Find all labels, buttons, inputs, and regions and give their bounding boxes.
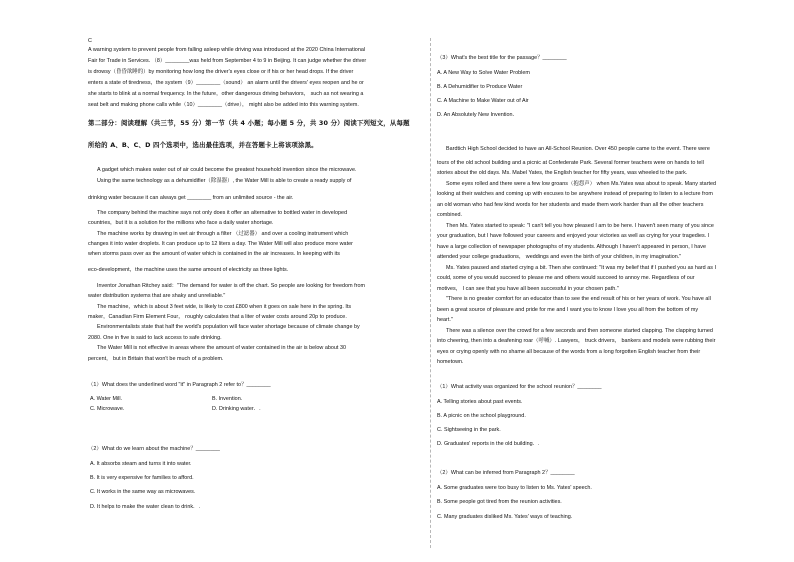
- passage-line: have a large collection of newspaper photographs of my students. Although I haven't appeared in person, I have: [437, 244, 707, 250]
- question-stem: （1）What does the underlined word "it" in Paragraph 2 refer to？________: [88, 382, 271, 388]
- passage-line: your graduation, but I have followed your careers and enjoyed your victories as well as crying for your tragedies. I: [437, 233, 710, 239]
- question-option: D. Drinking water．.: [212, 406, 261, 412]
- passage-line: changes it into water droplets. It can produce up to 12 liters a day. The Water Mill will also produce more water: [88, 241, 353, 247]
- passage-line: Inventor Jonathan Ritchey said："The demand for water is off the chart. So people are looking for freedom from: [97, 283, 365, 289]
- passage-c-line: seat belt and making phone calls while（10）________（drive）， might also be added into this warning system.: [88, 102, 359, 108]
- question-option: A. A New Way to Solve Water Problem: [437, 70, 530, 76]
- question-option: C. Many graduates disliked Ms. Yates' ways of teaching.: [437, 514, 573, 520]
- passage-line: Some eyes rolled and there were a few low groans（抱怨声） when Ms.Yates was about to speak. Many started: [446, 181, 717, 187]
- question-option: C. Microwave.: [90, 406, 125, 412]
- question-option: D. It helps to make the water clean to drink．.: [90, 504, 200, 510]
- question-option: D. An Absolutely New Invention．: [437, 112, 518, 118]
- question-stem: （2）What can be inferred from Paragraph 2？________: [437, 470, 575, 476]
- passage-c-line: A warning system to prevent people from falling asleep while driving was introduced at the 2020 China International: [88, 47, 366, 53]
- passage-line: eyes or crying openly with no shame all because of the words from a long forgotten English teacher from their: [437, 349, 701, 355]
- passage-line: water distribution systems that are shaky and unreliable.": [88, 293, 226, 299]
- passage-c-line: Fair for Trade in Services．（8）________was held from September 4 to 9 in Beijing. It can judge whether the driver: [88, 58, 367, 64]
- passage-line: when storms pass over as the amount of water which is contained in the air increases. In keeping with its: [88, 251, 340, 257]
- passage-line: Environmentalists state that half the world's population will face water shortage because of climate change by: [97, 324, 360, 330]
- question-stem: （1）What activity was organized for the school reunion？________: [437, 384, 602, 390]
- passage-line: The Water Mill is not effective in areas where the amount of water contained in the air is below about 30: [97, 345, 347, 351]
- passage-line: Then Ms. Yates started to speak: "I can't tell you how pleased I am to be here. I haven't seen many of you since: [446, 223, 714, 229]
- passage-line: eco-development，the machine uses the same amount of electricity as three lights.: [88, 267, 289, 273]
- question-option: C. Sightseeing in the park.: [437, 427, 501, 433]
- passage-line: 2080. One in five is said to lack access to safe drinking.: [88, 335, 222, 341]
- section-heading: 第二部分：阅读理解（共三节，55 分）第一节（共 4 小题；每小题 5 分，共 30 分）阅读下列短文，从每题: [88, 119, 410, 127]
- passage-c-line: enters a state of tiredness，the system（9）________（sound） an alarm until the drivers' eyes reopen and he or: [88, 80, 364, 86]
- passage-line: attended your college graduations， weddings and even the birth of your children, in my imagination.": [437, 254, 682, 260]
- passage-line: tours of the old school building and a picnic at Confederate Park. Several former teachers were on hands to tell: [437, 160, 704, 166]
- passage-line: Using the same technology as a dehumidifier（除湿器）, the Water Mill is able to create a ready supply of: [97, 178, 352, 184]
- question-option: C. A Machine to Make Water out of Air: [437, 98, 529, 104]
- column-divider: [430, 38, 431, 548]
- question-option: A. It absorbs steam and turns it into water.: [90, 461, 192, 467]
- question-option: A. Telling stories about past events.: [437, 399, 523, 405]
- passage-line: into cheering, then into a deafening roar（呼喊）. Lawyers， truck drivers， bankers and models were rubbing their: [437, 338, 716, 344]
- question-option: B. Some people got tired from the reunion activities.: [437, 499, 562, 505]
- question-option: D. Graduates' reports in the old building．.: [437, 441, 540, 447]
- question-option: B. A picnic on the school playground.: [437, 413, 526, 419]
- passage-line: been a great source of pleasure and pride for me and I want you to know I love you all from the bottom of my: [437, 307, 699, 313]
- passage-line: hometown.: [437, 359, 464, 365]
- passage-line: drinking water because it can always get ________ from an unlimited source - the air.: [88, 195, 294, 201]
- passage-c-letter: C: [88, 38, 92, 44]
- section-heading: 所给的 A、B、C、D 四个选项中，选出最佳选项，并在答题卡上将该项涂黑。: [88, 141, 318, 149]
- passage-line: There was a silence over the crowd for a few seconds and then someone started clapping. The clapping turned: [446, 328, 713, 334]
- passage-line: countries，but it is a solution for the millions who face a daily water shortage.: [88, 220, 274, 226]
- passage-c-line: she starts to blink at a normal frequency. In the future，other dangerous driving behaviors， such as not wearing a: [88, 91, 364, 97]
- question-option: B. A Dehumidifier to Produce Water: [437, 84, 523, 90]
- passage-line: Ms. Yates paused and started crying a bit. Then she continued: "It was my belief that if I pushed you as hard as I: [446, 265, 716, 271]
- passage-line: "There is no greater comfort for an educator than to see the end result of his or her years of work. You have all: [446, 296, 711, 302]
- question-stem: （3）What's the best title for the passage？________: [437, 55, 567, 61]
- passage-line: maker，Canadian Firm Element Four， roughly calculates that a liter of water costs around 20p to produce.: [88, 314, 347, 320]
- question-stem: （2）What do we learn about the machine？________: [88, 446, 220, 452]
- passage-line: combined.: [437, 212, 463, 218]
- passage-line: The machine works by drawing in wet air through a filter （过滤器） and over a cooling instrument which: [97, 231, 349, 237]
- passage-line: an old woman who had few kind words for her students and made them work harder than all the other teachers: [437, 202, 704, 208]
- question-option: B. Invention.: [212, 396, 243, 402]
- question-option: B. It is very expensive for families to afford.: [90, 475, 194, 481]
- passage-line: stories about the old days. Ms. Mabel Yates, the English teacher for fifty years, was wheeled to the park.: [437, 170, 688, 176]
- question-option: A. Water Mill.: [90, 396, 123, 402]
- passage-line: could, some of you would succeed to please me and others would succeed to annoy me. Regardless of our: [437, 275, 695, 281]
- passage-line: percent， but in Britain that won't be much of a problem.: [88, 356, 224, 362]
- passage-line: A gadget which makes water out of air could become the greatest household invention since the microwave.: [97, 167, 357, 173]
- passage-line: heart.": [437, 317, 453, 323]
- passage-line: looking at their watches and coming up with excuses to be anywhere instead of preparing to listen to a lecture from: [437, 191, 713, 197]
- question-option: C. It works in the same way as microwaves.: [90, 489, 196, 495]
- passage-line: Bardtich High School decided to have an All-School Reunion. Over 450 people came to the event. There were: [446, 146, 710, 152]
- passage-line: motives， I can see that you have all been successful in your chosen path.": [437, 286, 619, 292]
- passage-c-line: is drowsy（昏昏欲睡的）by monitoring how long the driver's eyes close or if his or her head drops. If the driver: [88, 69, 354, 75]
- question-option: A. Some graduates were too busy to listen to Ms. Yates' speech.: [437, 485, 592, 491]
- passage-line: The company behind the machine says not only does it offer an alternative to bottled water in developed: [97, 210, 348, 216]
- passage-line: The machine，which is about 3 feet wide, is likely to cost £800 when it goes on sale here in the spring. Its: [97, 304, 352, 310]
